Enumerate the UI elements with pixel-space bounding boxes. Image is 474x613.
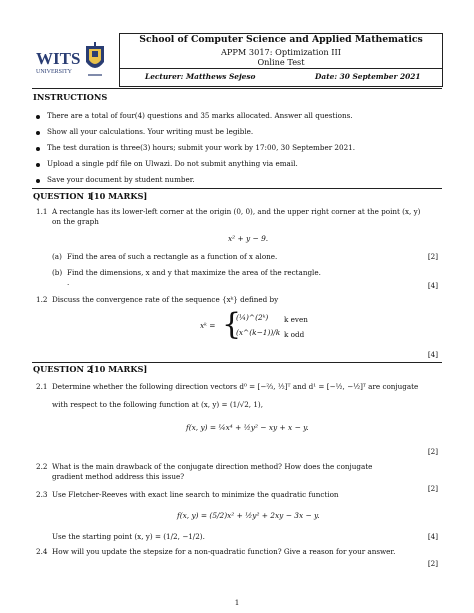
- test-date: Date: 30 September 2021: [315, 72, 421, 81]
- logo-wordmark: WITS: [36, 49, 81, 68]
- wits-university-logo: [34, 40, 110, 80]
- q2-2-text-cont: gradient method address this issue?: [52, 472, 185, 481]
- lecturer: Lecturer: Matthews Sejeso: [145, 72, 256, 81]
- bullet-icon: [36, 147, 40, 151]
- q1-2-case1: (¼)^(2ᵏ): [236, 313, 269, 322]
- instruction-item: There are a total of four(4) questions and 35 marks allocated. Answer all questions.: [47, 111, 353, 120]
- q2-4-text: How will you update the stepsize for a non-quadratic function? Give a reason for your answer.: [52, 547, 396, 556]
- q2-3-text: Use Fletcher-Reeves with exact line search to minimize the quadratic function: [52, 490, 339, 499]
- q1-marks: [10 MARKS]: [90, 191, 148, 201]
- q1-2-case2-cond: k odd: [284, 330, 305, 339]
- q2-3-number: 2.3: [36, 490, 48, 499]
- q1-2-case2: (x^(k−1))/k: [236, 328, 281, 337]
- course-title: APPM 3017: Optimization III: [221, 47, 341, 57]
- q1-1-number: 1.1: [36, 207, 48, 216]
- instructions-heading: INSTRUCTIONS: [33, 92, 108, 102]
- q1-2-lhs: xᵏ =: [200, 321, 216, 330]
- bullet-icon: [36, 163, 40, 167]
- q2-1-mark: [2]: [427, 447, 438, 456]
- crest-icon: [86, 42, 104, 75]
- q1-1-equation: x² + y − 9.: [228, 234, 269, 243]
- q2-3-start: Use the starting point (x, y) = (1/2, −1/2).: [52, 532, 205, 541]
- q1-1a-text: Find the area of such a rectangle as a function of x alone.: [67, 252, 278, 261]
- q2-2-number: 2.2: [36, 462, 48, 471]
- instruction-item: Show all your calculations. Your writing must be legible.: [47, 127, 254, 136]
- q2-marks: [10 MARKS]: [90, 364, 148, 374]
- q2-4-mark: [2]: [427, 559, 438, 568]
- brace-icon: {: [222, 307, 242, 342]
- q2-3-equation: f(x, y) = (5/2)x² + ½y² + 2xy − 3x − y.: [177, 511, 320, 520]
- q1-2-text: Discuss the convergence rate of the sequence {xᵏ} defined by: [52, 295, 279, 304]
- q1-2-case1-cond: k even: [284, 315, 308, 324]
- school-title: School of Computer Science and Applied Mathematics: [139, 34, 423, 45]
- q2-1-number: 2.1: [36, 382, 48, 391]
- bullet-icon: [36, 115, 40, 119]
- page-number: 1: [234, 598, 240, 607]
- rule-q1: [32, 188, 442, 189]
- rule-q2: [32, 362, 442, 363]
- bullet-icon: [36, 179, 40, 183]
- logo-subtext: UNIVERSITY: [36, 69, 72, 75]
- q1-2-number: 1.2: [36, 295, 48, 304]
- instruction-item: The test duration is three(3) hours; submit your work by 17:00, 30 September 2021.: [47, 143, 356, 152]
- q1-1b-mark: [4]: [427, 281, 438, 290]
- q1-1-text: A rectangle has its lower-left corner at the origin (0, 0), and the upper right corner at the point (x, y): [52, 207, 421, 216]
- q2-3-mark: [4]: [427, 532, 438, 541]
- q1-1-text-cont: on the graph: [52, 217, 99, 226]
- q2-1-text: Determine whether the following direction vectors d⁰ = [−⅔, ½]ᵀ and d¹ = [−½, −½]ᵀ are conjugate: [52, 382, 419, 391]
- q2-1-text-cont: with respect to the following function at (x, y) = (1/√2, 1),: [52, 400, 264, 409]
- test-type: Online Test: [257, 57, 305, 67]
- q1-1b-dot: .: [67, 278, 70, 287]
- q2-2-mark: [2]: [427, 484, 438, 493]
- header-divider: [119, 68, 443, 69]
- q2-2-text: What is the main drawback of the conjugate direction method? How does the conjugate: [52, 462, 373, 471]
- rule-top: [32, 88, 442, 89]
- q2-1-equation: f(x, y) = ¼x⁴ + ½y² − xy + x − y.: [186, 423, 309, 432]
- instruction-item: Save your document by student number.: [47, 175, 195, 184]
- q2-heading: QUESTION 2: [33, 364, 93, 374]
- q1-1b-text: Find the dimensions, x and y that maximize the area of the rectangle.: [67, 268, 321, 277]
- q1-1a-mark: [2]: [427, 252, 438, 261]
- q1-2-mark: [4]: [427, 350, 438, 359]
- q1-1b-label: (b): [52, 268, 63, 277]
- q1-1a-label: (a): [52, 252, 62, 261]
- q1-heading: QUESTION 1: [33, 191, 93, 201]
- bullet-icon: [36, 131, 40, 135]
- q2-4-number: 2.4: [36, 547, 48, 556]
- instruction-item: Upload a single pdf file on Ulwazi. Do not submit anything via email.: [47, 159, 298, 168]
